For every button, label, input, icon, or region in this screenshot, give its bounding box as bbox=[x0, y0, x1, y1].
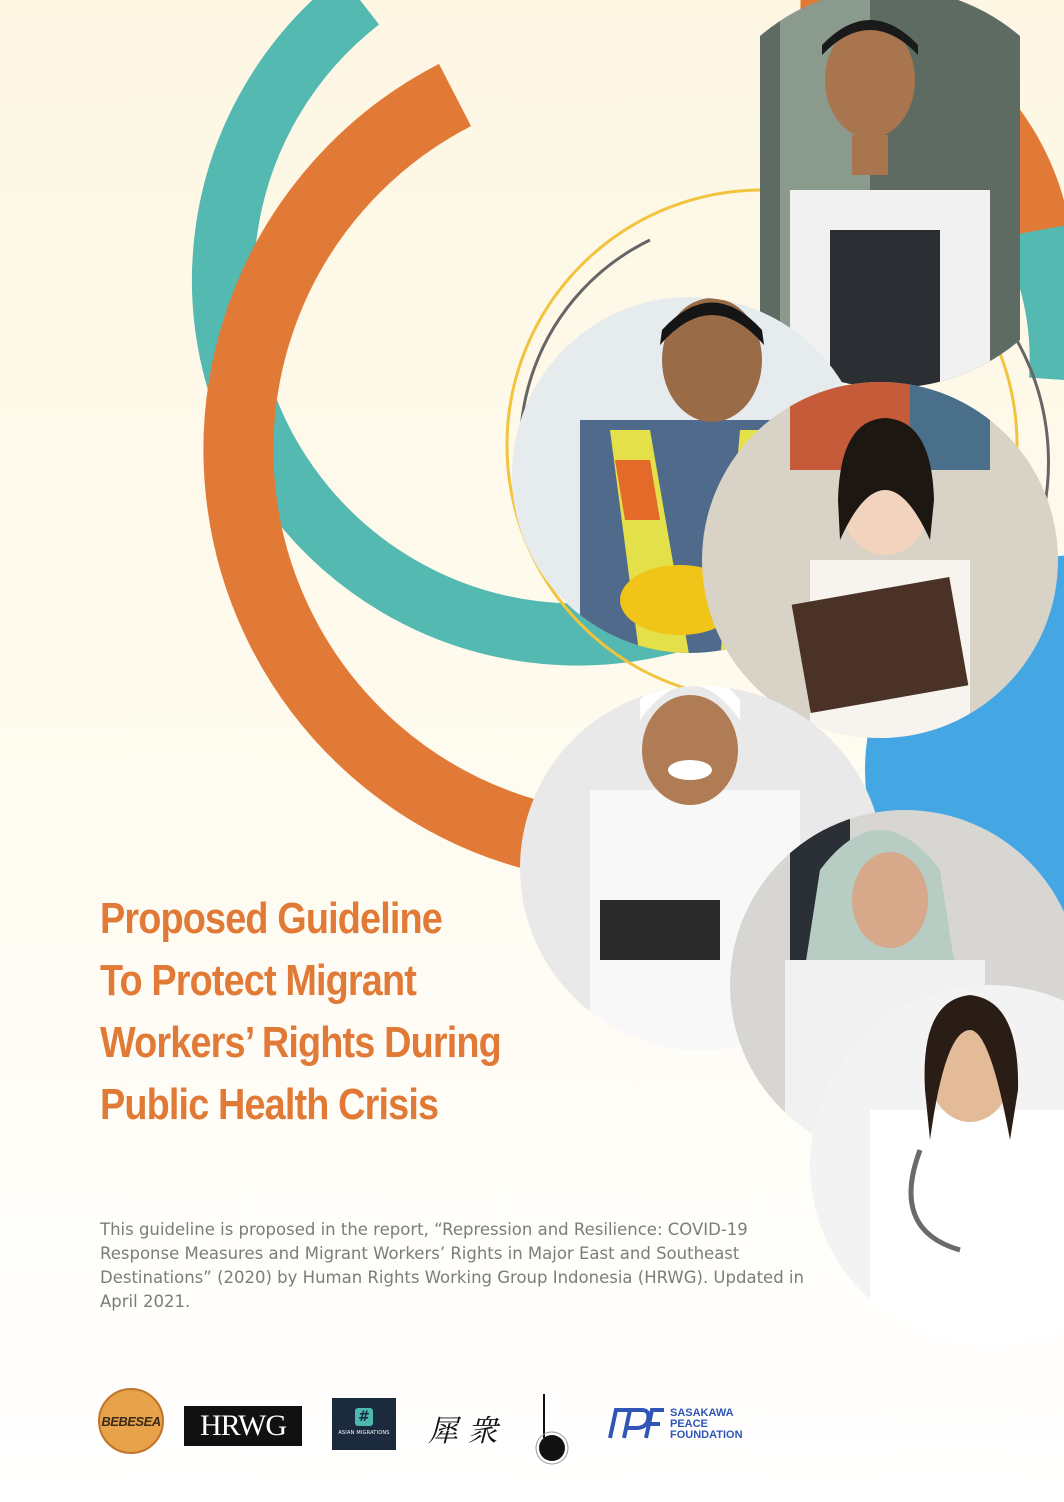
title-line-2: To Protect Migrant bbox=[100, 956, 416, 1005]
spf-mark-icon bbox=[602, 1402, 666, 1446]
spf-logo bbox=[602, 1402, 802, 1450]
title-line-4: Public Health Crisis bbox=[100, 1080, 439, 1129]
document-description: This guideline is proposed in the report, “Repression and Resilience: COVID-19 Response Measures and Migrant Workers’ Rights in Major East and Southeast Destinations” (2020) by Human Rights Working Group Indonesia (HRWG). Updated in April 2021. bbox=[100, 1220, 804, 1311]
hash-icon: # bbox=[355, 1408, 373, 1426]
asian-migrations-logo-text: ASIAN MIGRATIONS bbox=[338, 1430, 390, 1436]
hrwg-logo-text: HRWG bbox=[200, 1409, 286, 1442]
title-line-1: Proposed Guideline bbox=[100, 894, 442, 943]
partner-logos bbox=[98, 1388, 798, 1468]
asian-migrations-logo bbox=[332, 1398, 396, 1450]
document-title bbox=[100, 888, 616, 1136]
lamp-logo bbox=[530, 1390, 582, 1466]
hrwg-logo bbox=[184, 1406, 302, 1446]
spf-logo-text bbox=[670, 1408, 743, 1441]
bebesea-logo bbox=[98, 1388, 164, 1454]
spf-line-3: FOUNDATION bbox=[670, 1429, 743, 1441]
title-line-3: Workers’ Rights During bbox=[100, 1018, 501, 1067]
chinese-calligraphy-logo: 犀 衆 bbox=[428, 1414, 498, 1449]
bebesea-logo-text: BEBESEA bbox=[101, 1413, 161, 1429]
spf-line-1: SASAKAWA bbox=[670, 1407, 734, 1419]
spf-line-2: PEACE bbox=[670, 1418, 708, 1430]
